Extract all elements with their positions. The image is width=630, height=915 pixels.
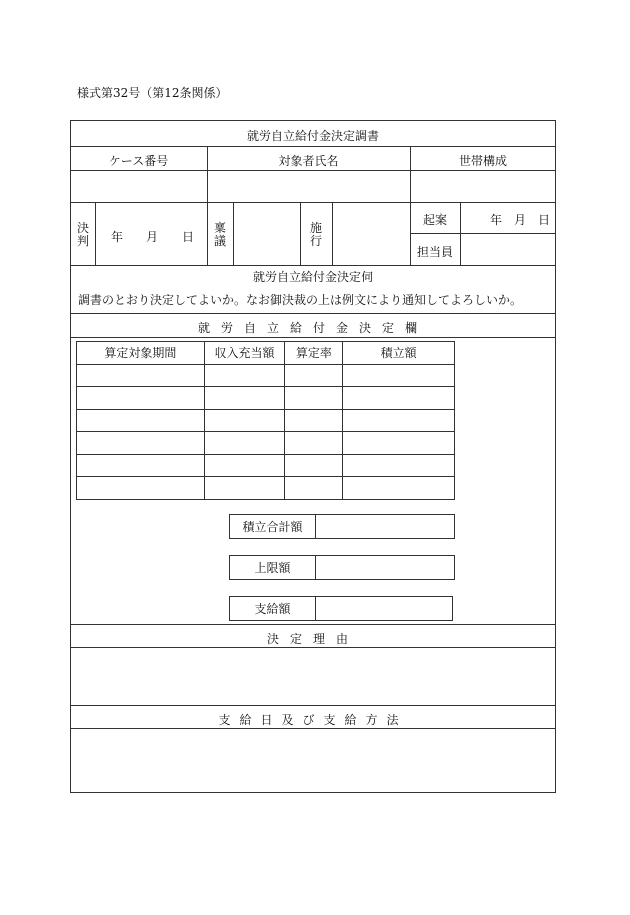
total-accumulation-label: 積立合計額 bbox=[230, 515, 316, 538]
column-header: 算定率 bbox=[285, 342, 343, 365]
table-cell[interactable] bbox=[343, 387, 455, 410]
case-number-header: ケース番号 bbox=[108, 154, 169, 168]
column-header: 収入充当額 bbox=[204, 342, 285, 365]
payment-amount-field[interactable] bbox=[316, 597, 452, 620]
case-number-field[interactable] bbox=[71, 171, 207, 202]
table-cell[interactable] bbox=[204, 364, 285, 387]
table-row bbox=[77, 387, 455, 410]
column-header: 積立額 bbox=[343, 342, 455, 365]
upper-limit-row bbox=[229, 555, 455, 580]
upper-limit-label: 上限額 bbox=[230, 556, 316, 579]
calculation-table bbox=[76, 341, 455, 500]
table-cell[interactable] bbox=[285, 387, 343, 410]
table-cell[interactable] bbox=[343, 432, 455, 455]
table-cell[interactable] bbox=[343, 409, 455, 432]
decision-year-label: 年 bbox=[111, 230, 124, 244]
reason-field[interactable] bbox=[71, 648, 555, 705]
table-row bbox=[77, 432, 455, 455]
subject-name-field[interactable] bbox=[208, 171, 410, 202]
drafted-day-label: 日 bbox=[538, 213, 551, 227]
table-cell[interactable] bbox=[204, 477, 285, 500]
shikou-field[interactable] bbox=[333, 203, 410, 265]
table-cell[interactable] bbox=[77, 432, 205, 455]
staff-field[interactable] bbox=[461, 234, 555, 265]
decision-month-label: 月 bbox=[146, 230, 159, 244]
table-cell[interactable] bbox=[285, 364, 343, 387]
drafted-month-label: 月 bbox=[514, 213, 527, 227]
table-cell[interactable] bbox=[77, 387, 205, 410]
shikou-label: 施 行 bbox=[309, 221, 322, 248]
table-cell[interactable] bbox=[343, 477, 455, 500]
table-cell[interactable] bbox=[77, 477, 205, 500]
table-cell[interactable] bbox=[204, 387, 285, 410]
payment-amount-row bbox=[229, 596, 453, 621]
inquiry-text: 調書のとおり決定してよいか。なお御決裁の上は例文により通知してよろしいか。 bbox=[78, 293, 523, 307]
column-header: 算定対象期間 bbox=[77, 342, 205, 365]
reason-title: 決定理由 bbox=[266, 632, 359, 646]
table-cell[interactable] bbox=[343, 364, 455, 387]
table-cell[interactable] bbox=[204, 409, 285, 432]
upper-limit-field[interactable] bbox=[316, 556, 454, 579]
decision-day-label: 日 bbox=[182, 230, 195, 244]
inquiry-title: 就労自立給付金決定伺 bbox=[252, 270, 373, 284]
table-cell[interactable] bbox=[285, 477, 343, 500]
table-row bbox=[77, 364, 455, 387]
document-title: 就労自立給付金決定調書 bbox=[246, 129, 379, 143]
table-cell[interactable] bbox=[285, 409, 343, 432]
ringi-field[interactable] bbox=[234, 203, 300, 265]
ringi-label: 稟 議 bbox=[213, 221, 226, 248]
drafted-year-label: 年 bbox=[490, 213, 503, 227]
payment-method-field[interactable] bbox=[71, 729, 555, 792]
table-cell[interactable] bbox=[77, 409, 205, 432]
table-cell[interactable] bbox=[285, 432, 343, 455]
table-cell[interactable] bbox=[204, 432, 285, 455]
table-row bbox=[77, 454, 455, 477]
payment-method-title: 支給日及び支給方法 bbox=[218, 713, 408, 727]
household-header: 世帯構成 bbox=[458, 154, 507, 168]
drafted-label: 起案 bbox=[422, 213, 447, 227]
table-row bbox=[77, 409, 455, 432]
total-accumulation-row bbox=[229, 514, 455, 539]
subject-name-header: 対象者氏名 bbox=[278, 154, 339, 168]
total-accumulation-field[interactable] bbox=[316, 515, 454, 538]
table-row bbox=[77, 477, 455, 500]
table-cell[interactable] bbox=[285, 454, 343, 477]
payment-amount-label: 支給額 bbox=[230, 597, 316, 620]
table-cell[interactable] bbox=[343, 454, 455, 477]
staff-label: 担当員 bbox=[416, 245, 453, 259]
table-cell[interactable] bbox=[204, 454, 285, 477]
table-cell[interactable] bbox=[77, 364, 205, 387]
household-field[interactable] bbox=[411, 171, 555, 202]
form-number: 様式第32号（第12条関係） bbox=[77, 86, 228, 100]
decision-label: 決 判 bbox=[76, 221, 89, 248]
decision-section-title: 就労自立給付金決定欄 bbox=[197, 321, 428, 335]
table-cell[interactable] bbox=[77, 454, 205, 477]
